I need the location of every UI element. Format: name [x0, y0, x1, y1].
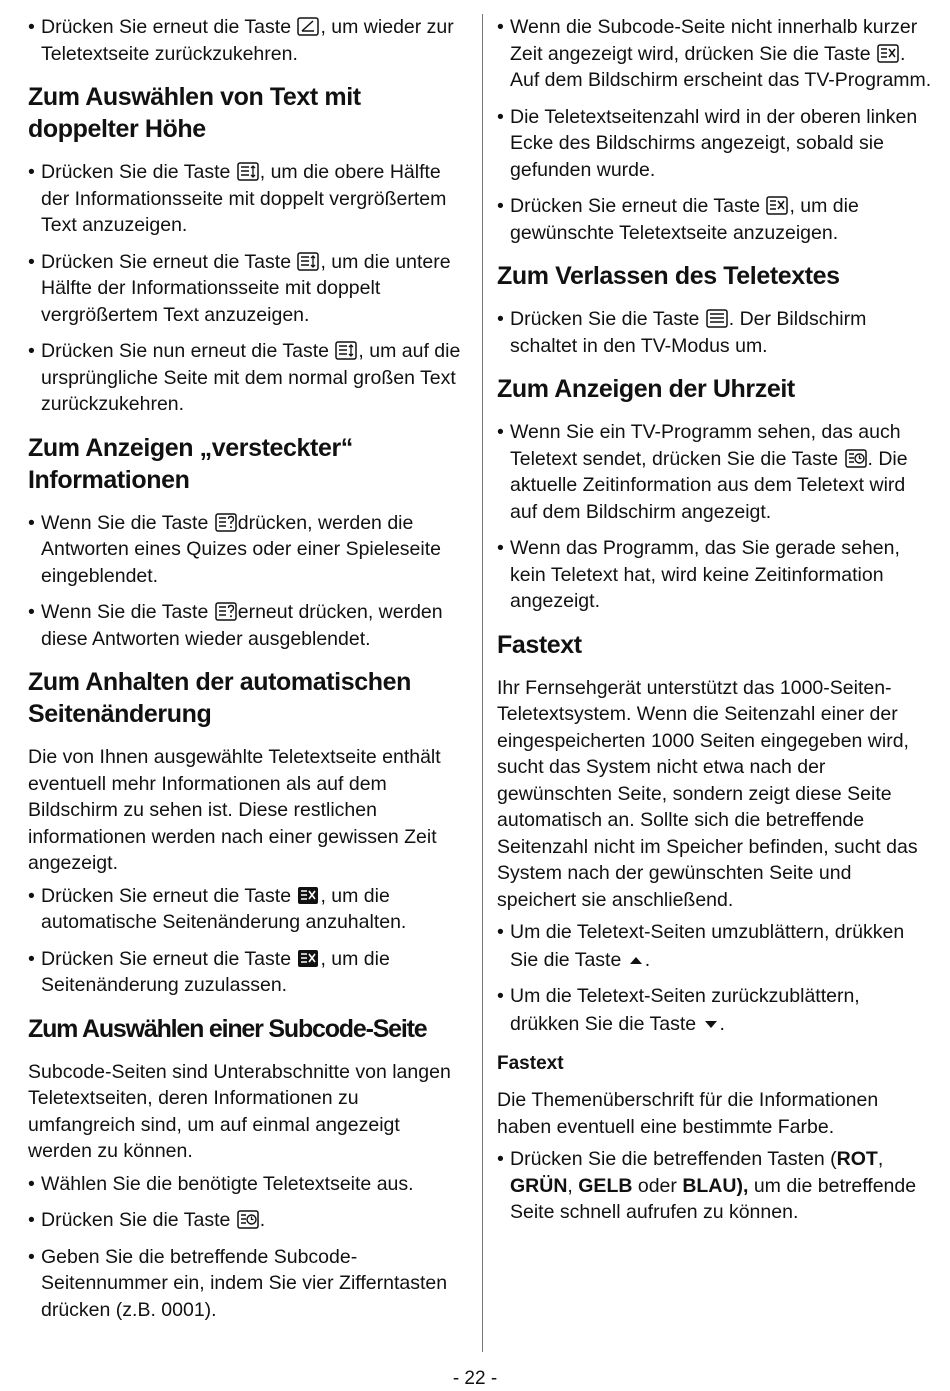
subheading-fastext: Fastext: [497, 1053, 564, 1074]
heading-hold-page: Zum Anhalten der automatischen Seitenänderung: [28, 668, 411, 728]
list-item: • Um die Teletext-Seiten umzublättern, drükken Sie die Taste .: [497, 921, 905, 971]
heading-fastext: Fastext: [497, 630, 582, 659]
double-height-icon: [335, 341, 357, 360]
column-divider: [482, 14, 483, 1352]
arrow-down-icon: [704, 1010, 718, 1037]
paragraph: Ihr Fernsehgerät unterstützt das 1000-Seiten-Teletextsystem. Wenn die Seitenzahl einer der eingespeicherten 1000 Seiten eingegeben wird, sucht das System nicht etwa nach der gewünschten Seite, sondern zeigt diese Seite automatisch an. Sollte sich die betreffende Seitenzahl nicht im Speicher befinden, sucht das System nach der gewünschten Seite und speichert sie anschließend.: [497, 676, 918, 911]
right-column: [497, 14, 933, 1236]
hold-icon: [297, 886, 319, 905]
list-item: • Wenn Sie die Taste drücken, werden die Antworten eines Quizes oder einer Spieleseite eingeblendet.: [28, 511, 441, 587]
double-height-icon: [297, 252, 319, 271]
return-icon: [297, 17, 319, 36]
list-item: • Drücken Sie erneut die Taste , um die Seitenänderung zuzulassen.: [28, 947, 390, 996]
teletext-icon: [706, 309, 728, 328]
list-item: • Drücken Sie erneut die Taste , um die automatische Seitenänderung anzuhalten.: [28, 884, 407, 933]
paragraph: Die von Ihnen ausgewählte Teletextseite enthält eventuell mehr Informationen als auf dem Bildschirm zu sehen ist. Diese restlichen informationen werden nach einer gewissen Zeit angezeigt.: [28, 746, 441, 874]
list-item: • Wenn die Subcode-Seite nicht innerhalb kurzer Zeit angezeigt wird, drücken Sie die Taste . Auf dem Bildschirm erscheint das TV-Programm.: [497, 16, 932, 91]
cancel-icon: [766, 196, 788, 215]
reveal-icon: [215, 513, 237, 532]
list-item: • Geben Sie die betreffende Subcode-Seitennummer ein, indem Sie vier Zifferntasten drücken (z.B. 0001).: [28, 1245, 448, 1321]
heading-double-height: Zum Auswählen von Text mit doppelter Höhe: [28, 83, 361, 143]
list-item: • Drücken Sie die Taste . Der Bildschirm schaltet in den TV-Modus um.: [497, 308, 867, 357]
paragraph: Subcode-Seiten sind Unterabschnitte von langen Teletextseiten, deren Informationen zu umfangreich sind, um auf einmal angezeigt werden zu können.: [28, 1060, 451, 1162]
page-number: - 22 -: [452, 1368, 498, 1389]
cancel-icon: [877, 44, 899, 63]
double-height-icon: [237, 162, 259, 181]
heading-show-time: Zum Anzeigen der Uhrzeit: [497, 375, 795, 403]
heading-subcode: Zum Auswählen einer Subcode-Seite: [28, 1014, 427, 1043]
list-item: • Drücken Sie die Taste , um die obere Hälfte der Informationsseite mit doppelt vergrößertem Text anzuzeigen.: [28, 161, 447, 236]
reveal-icon: [215, 602, 237, 621]
hold-icon: [297, 949, 319, 968]
list-item: • Um die Teletext-Seiten zurückzublättern, drükken Sie die Taste .: [497, 985, 860, 1035]
arrow-up-icon: [629, 946, 643, 973]
list-item: • Drücken Sie erneut die Taste , um die untere Hälfte der Informationsseite mit doppelt vergrößertem Text anzuzeigen.: [28, 250, 451, 326]
list-item: • Wenn das Programm, das Sie gerade sehen, kein Teletext hat, wird keine Zeitinformation angezeigt.: [497, 537, 900, 612]
paragraph: Die Themenüberschrift für die Informationen haben eventuell eine bestimmte Farbe.: [497, 1089, 879, 1138]
heading-exit-teletext: Zum Verlassen des Teletextes: [497, 262, 840, 290]
list-item: • Drücken Sie nun erneut die Taste , um auf die ursprüngliche Seite mit dem normal großen Text zurückzukehren.: [28, 340, 461, 415]
list-item: • Drücken Sie die Taste .: [28, 1209, 266, 1231]
left-column: [28, 14, 464, 1333]
list-item: • Drücken Sie erneut die Taste , um wieder zur Teletextseite zurückzukehren.: [28, 16, 454, 65]
list-item: • Wenn Sie die Taste erneut drücken, werden diese Antworten wieder ausgeblendet.: [28, 601, 443, 650]
subcode-icon: [237, 1210, 259, 1229]
list-item: • Wenn Sie ein TV-Programm sehen, das auch Teletext sendet, drücken Sie die Taste . Die aktuelle Zeitinformation aus dem Teletext wird auf dem Bildschirm angezeigt.: [497, 421, 908, 523]
list-item: • Wählen Sie die benötigte Teletextseite aus.: [28, 1172, 414, 1195]
list-item: • Die Teletextseitenzahl wird in der oberen linken Ecke des Bildschirms angezeigt, sobald sie gefunden wurde.: [497, 105, 918, 181]
clock-icon: [845, 449, 867, 468]
heading-hidden-info: Zum Anzeigen „versteckter“ Informationen: [28, 433, 353, 494]
list-item: • Drücken Sie erneut die Taste , um die gewünschte Teletextseite anzuzeigen.: [497, 195, 859, 244]
list-item: • Drücken Sie die betreffenden Tasten (ROT, GRÜN, GELB oder BLAU), um die betreffende Seite schnell aufrufen zu können.: [497, 1148, 917, 1223]
